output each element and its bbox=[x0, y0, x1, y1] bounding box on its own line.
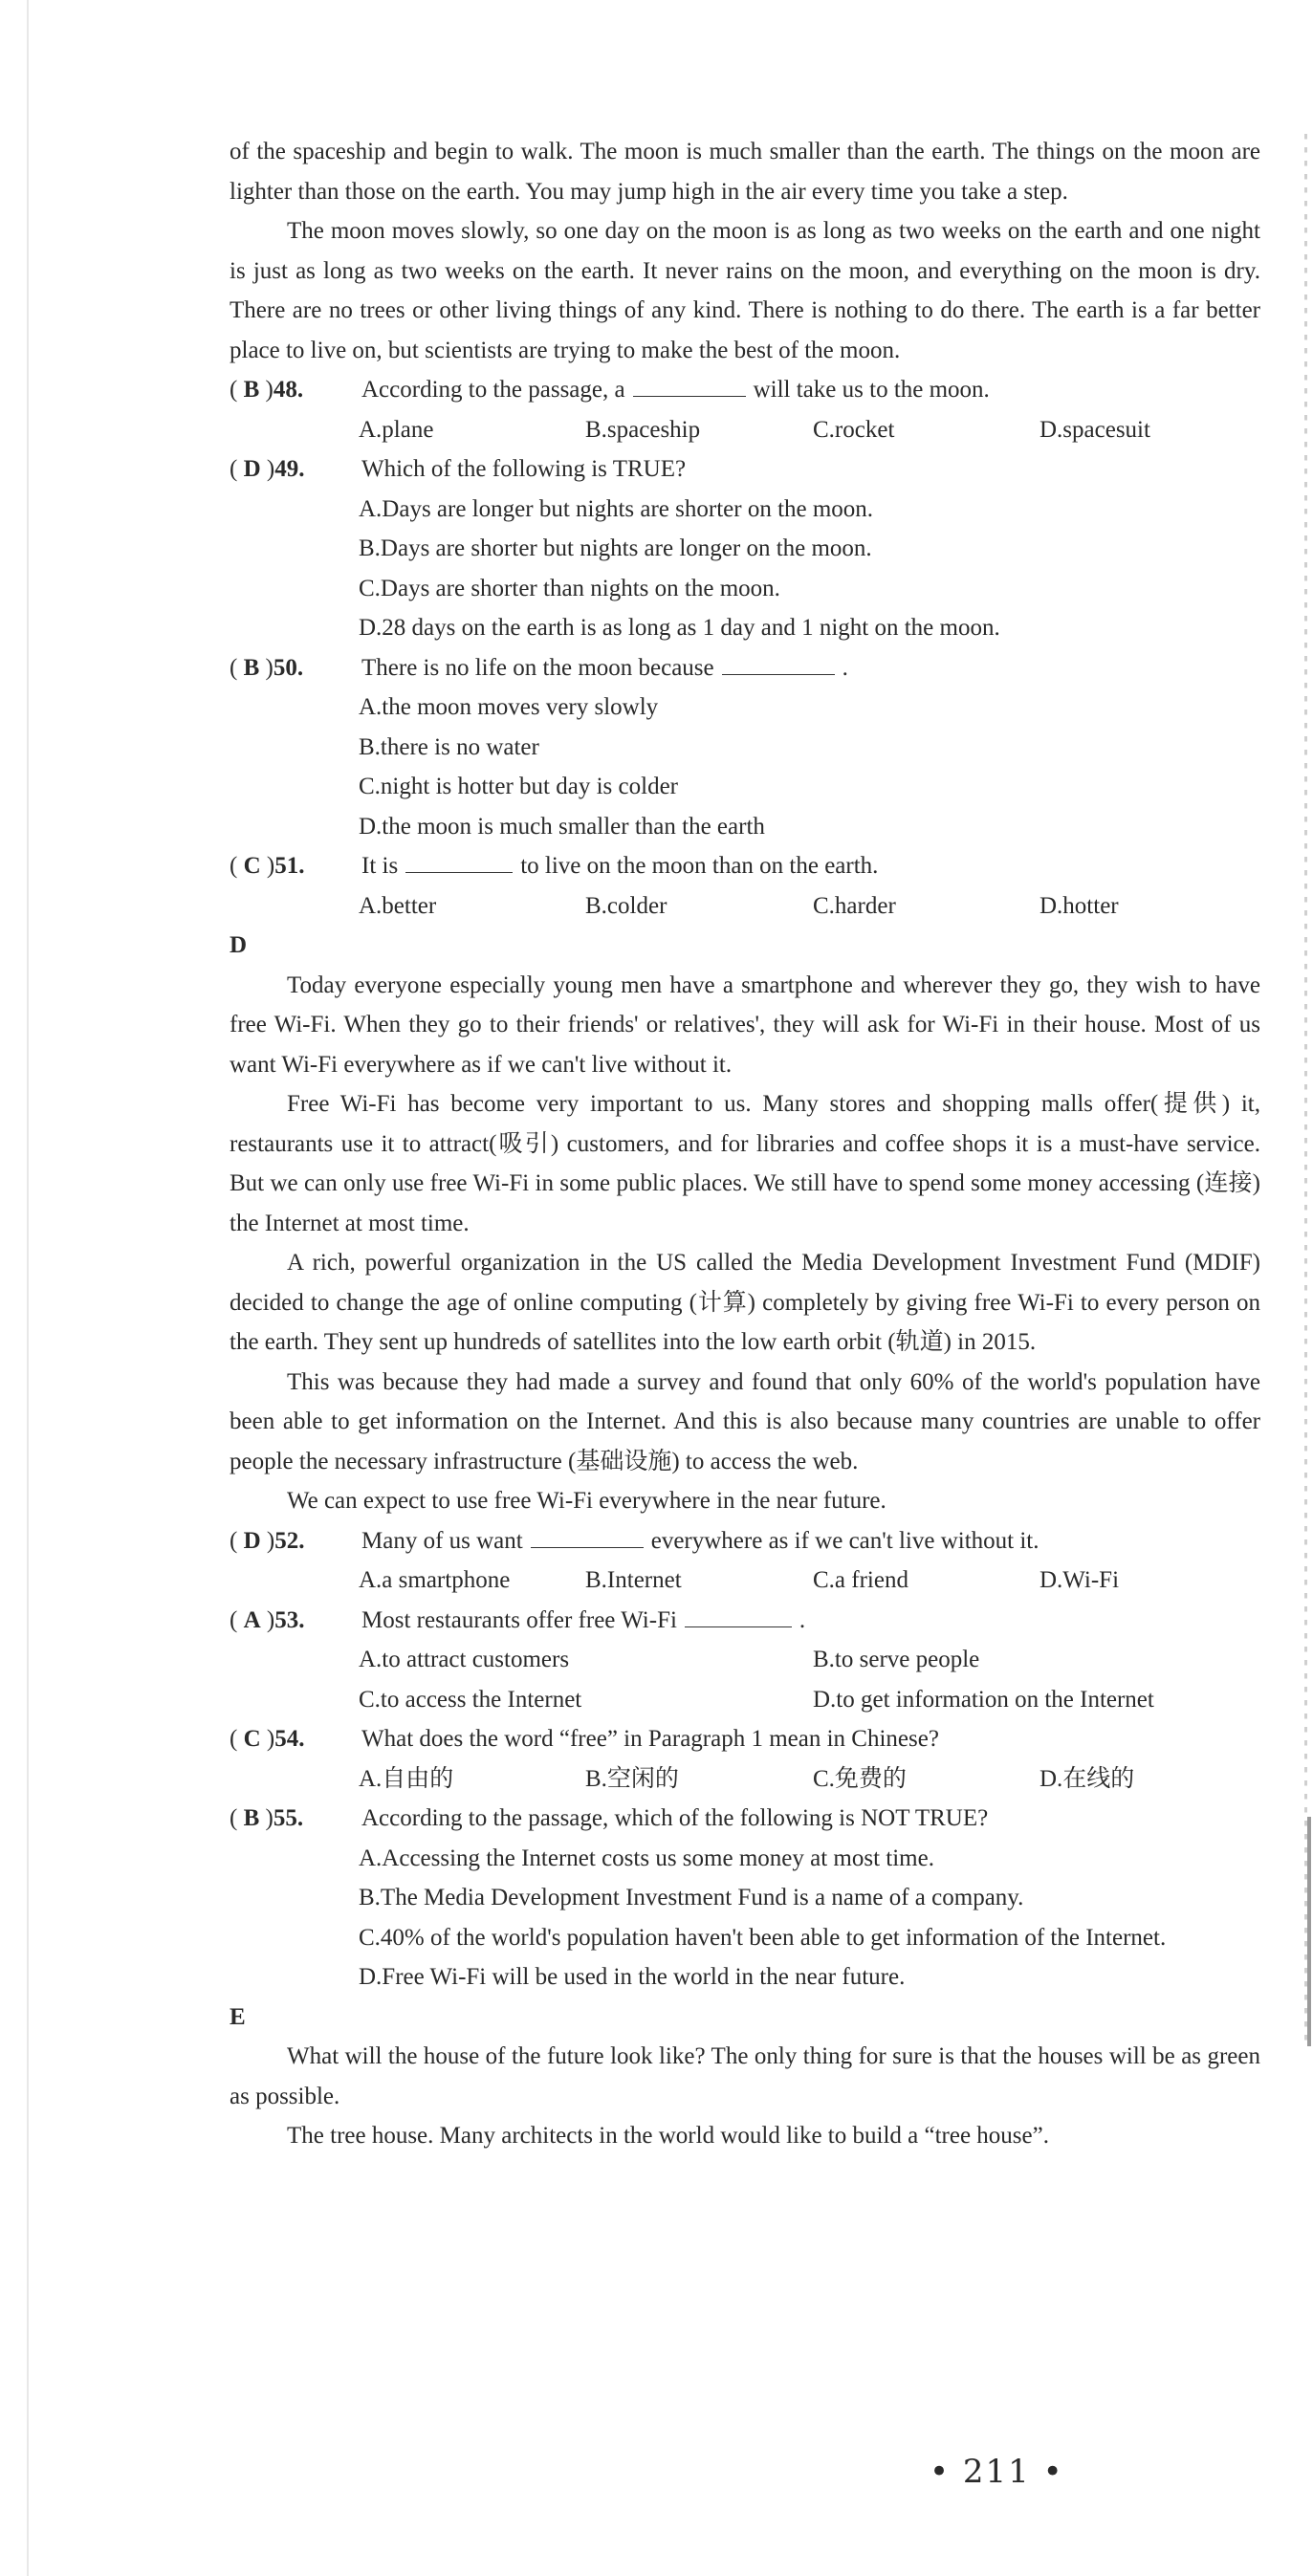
passage-e-paragraph-2: The tree house. Many architects in the world would like to build a “tree house”. bbox=[287, 2123, 1049, 2149]
answer-53: A bbox=[243, 1606, 261, 1633]
binding-bar bbox=[1307, 1817, 1311, 2046]
option-b: B.colder bbox=[585, 892, 667, 919]
option-a: A.plane bbox=[359, 416, 434, 443]
question-49-option-a: A.Days are longer but nights are shorter on the moon. bbox=[359, 495, 874, 522]
question-55-stem: According to the passage, which of the following is NOT TRUE? bbox=[361, 1805, 989, 1831]
option-a: A.自由的 bbox=[359, 1765, 454, 1792]
question-48-options bbox=[230, 410, 1260, 450]
question-51-blank bbox=[405, 847, 513, 873]
question-55: ( B )55. According to the passage, which of the following is NOT TRUE? bbox=[230, 1805, 989, 1831]
question-49-option-c: C.Days are shorter than nights on the moon. bbox=[359, 575, 780, 601]
question-55-option-c: C.40% of the world's population haven't been able to get information of the Internet. bbox=[359, 1924, 1167, 1951]
question-51-options bbox=[230, 886, 1260, 927]
passage-d-paragraph-4: This was because they had made a survey and found that only 60% of the world's population have been able to get information on the Internet. And this is also because many countries are unable to offer people the necessary infrastructure (基础设施) to access the web. bbox=[230, 1368, 1260, 1474]
option-d: D.Wi-Fi bbox=[1039, 1567, 1120, 1593]
question-52-blank bbox=[531, 1522, 644, 1548]
answer-48: B bbox=[243, 377, 260, 403]
binding-dots bbox=[1304, 134, 1307, 2046]
question-52: ( D )52. Many of us want everywhere as if we can't live without it. bbox=[230, 1521, 1260, 1561]
question-55-number: 55. bbox=[273, 1805, 304, 1831]
question-50-stem-post: . bbox=[842, 654, 848, 681]
option-d: D.to get information on the Internet bbox=[813, 1686, 1154, 1713]
passage-d-paragraph-2: Free Wi-Fi has become very important to us. Many stores and shopping malls offer(提供) it, restaurants use it to attract(吸引) customers, and for libraries and coffee shops it is a must-have service. But we can only use free Wi-Fi in some public places. We still have to spend some money accessing (连接) the Internet at most time. bbox=[230, 1091, 1260, 1236]
option-c: C.a friend bbox=[813, 1567, 908, 1593]
question-49-option-b: B.Days are shorter but nights are longer on the moon. bbox=[359, 535, 872, 561]
option-c: C.harder bbox=[813, 892, 896, 919]
question-50-option-c: C.night is hotter but day is colder bbox=[359, 774, 678, 799]
question-54: ( C )54. What does the word “free” in Paragraph 1 mean in Chinese? bbox=[230, 1726, 939, 1752]
question-54-number: 54. bbox=[274, 1726, 305, 1752]
passage-c-paragraph-2: The moon moves slowly, so one day on the moon is as long as two weeks on the earth and one night is just as long as two weeks on the earth. It never rains on the moon, and everything on the moon is dry. There are no trees or other living things of any kind. There is nothing to do there. The earth is a far better place to live on, but scientists are trying to make the best of the moon. bbox=[230, 218, 1260, 363]
question-48-number: 48. bbox=[273, 377, 304, 403]
question-50: ( B )50. There is no life on the moon because . bbox=[230, 648, 1260, 688]
page-number: • 211 • bbox=[930, 2453, 1064, 2491]
option-a: A.a smartphone bbox=[359, 1567, 511, 1593]
question-48-stem-post: will take us to the moon. bbox=[753, 377, 990, 403]
option-a: A.to attract customers bbox=[359, 1647, 570, 1672]
question-54-stem: What does the word “free” in Paragraph 1 mean in Chinese? bbox=[361, 1726, 939, 1752]
passage-d-paragraph-5: We can expect to use free Wi-Fi everywhere in the near future. bbox=[287, 1488, 886, 1514]
question-50-option-b: B.there is no water bbox=[359, 733, 539, 760]
question-50-option-d: D.the moon is much smaller than the earth bbox=[359, 813, 765, 840]
page-content bbox=[230, 132, 1260, 2156]
question-53-options-row-1 bbox=[230, 1640, 1260, 1680]
option-c: C.to access the Internet bbox=[359, 1686, 582, 1713]
section-heading-d: D bbox=[230, 932, 248, 958]
question-53-stem-post: . bbox=[799, 1606, 806, 1633]
option-c: C.rocket bbox=[813, 416, 895, 443]
question-52-stem-post: everywhere as if we can't live without it. bbox=[650, 1527, 1039, 1554]
passage-c-paragraph-1: of the spaceship and begin to walk. The moon is much smaller than the earth. The things on the moon are lighter than those on the earth. You may jump high in the air every time you take a step. bbox=[230, 139, 1260, 205]
question-49-option-d: D.28 days on the earth is as long as 1 day and 1 night on the moon. bbox=[359, 615, 1000, 641]
option-b: B.spaceship bbox=[585, 416, 701, 443]
option-b: B.空闲的 bbox=[585, 1765, 679, 1792]
question-49-number: 49. bbox=[274, 456, 305, 482]
question-51-number: 51. bbox=[274, 853, 305, 879]
passage-d-paragraph-3: A rich, powerful organization in the US called the Media Development Investment Fund (MDIF) decided to change the age of online computing (计算) completely by giving free Wi-Fi to every person on the earth. They sent up hundreds of satellites into the low earth orbit (轨道) in 2015. bbox=[230, 1250, 1260, 1355]
question-53-options-row-2 bbox=[230, 1680, 1260, 1720]
question-55-option-a: A.Accessing the Internet costs us some money at most time. bbox=[359, 1845, 934, 1871]
option-a: A.better bbox=[359, 892, 437, 919]
answer-50: B bbox=[243, 654, 260, 681]
question-53-blank bbox=[685, 1602, 792, 1627]
passage-d-paragraph-1: Today everyone especially young men have a smartphone and wherever they go, they wish to have free Wi-Fi. When they go to their friends' or relatives', they will ask for Wi-Fi in their house. Most of us want Wi-Fi everywhere as if we can't live without it. bbox=[230, 971, 1260, 1078]
page-edge-line bbox=[27, 0, 29, 2576]
question-55-option-d: D.Free Wi-Fi will be used in the world in the near future. bbox=[359, 1964, 906, 1990]
answer-54: C bbox=[243, 1726, 261, 1752]
question-52-options bbox=[230, 1561, 1260, 1601]
option-d: D.hotter bbox=[1039, 892, 1119, 919]
question-49-stem: Which of the following is TRUE? bbox=[361, 456, 687, 482]
question-50-number: 50. bbox=[273, 654, 304, 681]
question-51-stem-pre: It is bbox=[361, 853, 399, 879]
question-50-blank bbox=[722, 649, 835, 675]
answer-55: B bbox=[243, 1805, 260, 1831]
question-53-stem-pre: Most restaurants offer free Wi-Fi bbox=[361, 1606, 677, 1633]
question-48: ( B )48. According to the passage, a will take us to the moon. bbox=[230, 370, 1260, 410]
question-53-number: 53. bbox=[274, 1606, 305, 1633]
section-heading-e: E bbox=[230, 2003, 246, 2030]
option-d: D.spacesuit bbox=[1039, 416, 1150, 443]
question-55-option-b: B.The Media Development Investment Fund is a name of a company. bbox=[359, 1885, 1024, 1910]
question-48-blank bbox=[633, 371, 746, 397]
question-54-options bbox=[230, 1759, 1260, 1800]
question-50-stem-pre: There is no life on the moon because bbox=[361, 654, 714, 681]
question-49: ( D )49. Which of the following is TRUE? bbox=[230, 456, 687, 482]
option-b: B.to serve people bbox=[813, 1647, 980, 1672]
option-b: B.Internet bbox=[585, 1567, 682, 1593]
answer-51: C bbox=[243, 853, 261, 879]
question-48-stem-pre: According to the passage, a bbox=[361, 377, 625, 403]
option-d: D.在线的 bbox=[1039, 1765, 1135, 1792]
option-c: C.免费的 bbox=[813, 1765, 907, 1792]
answer-49: D bbox=[243, 456, 261, 482]
question-53: ( A )53. Most restaurants offer free Wi-Fi . bbox=[230, 1601, 1260, 1641]
passage-e-paragraph-1: What will the house of the future look like? The only thing for sure is that the houses will be as green as possible. bbox=[230, 2043, 1260, 2109]
answer-52: D bbox=[243, 1527, 261, 1554]
question-52-number: 52. bbox=[274, 1527, 305, 1554]
question-51: ( C )51. It is to live on the moon than on the earth. bbox=[230, 846, 1260, 886]
question-52-stem-pre: Many of us want bbox=[361, 1527, 523, 1554]
question-51-stem-post: to live on the moon than on the earth. bbox=[520, 853, 879, 879]
question-50-option-a: A.the moon moves very slowly bbox=[359, 694, 659, 720]
